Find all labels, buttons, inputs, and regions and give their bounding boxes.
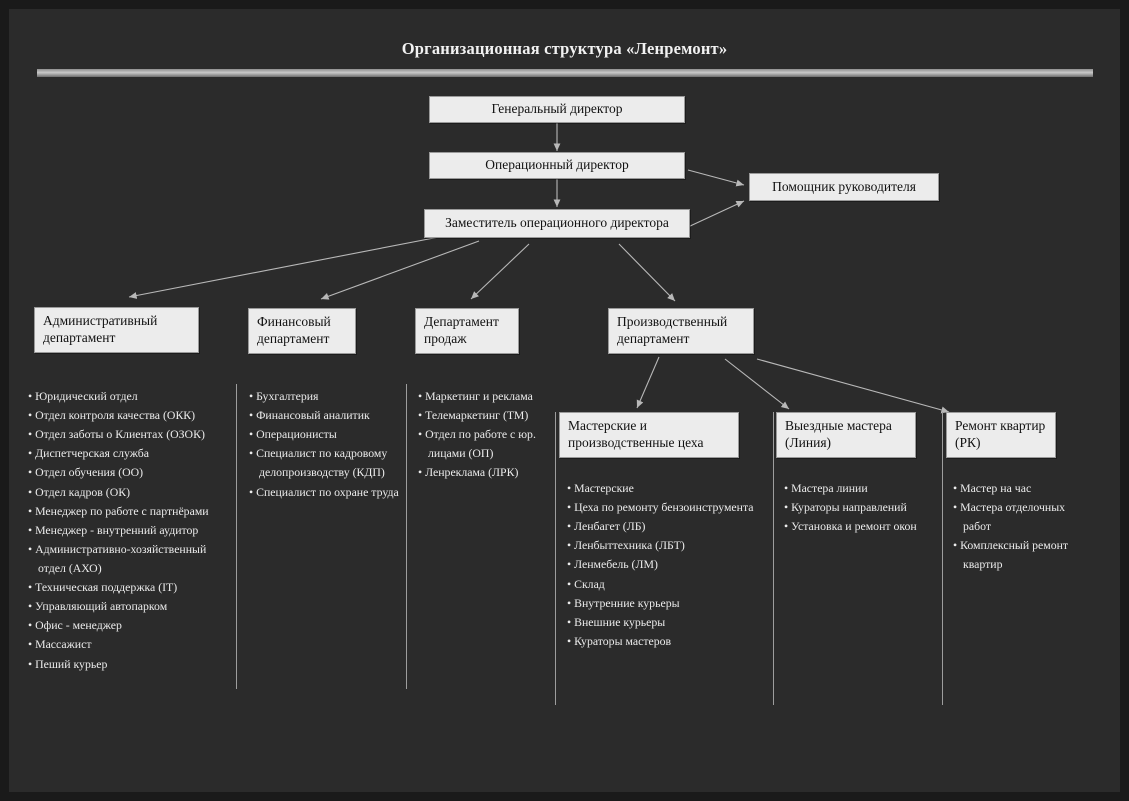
node-production-dept-label: Производственный департамент [617, 314, 728, 346]
list-item: • Мастера линии [784, 481, 868, 495]
list-item: • Юридический отдел [28, 389, 138, 403]
finance-list [249, 387, 399, 502]
list-item: • Техническая поддержка (IT) [28, 580, 178, 595]
node-field-masters[interactable] [776, 412, 916, 458]
node-deputy-operations-director-label: Заместитель операционного директора [445, 215, 669, 231]
node-finance-dept-label: Финансовый департамент [257, 314, 331, 346]
apartment-repair-list [953, 479, 1083, 575]
divider-admin [236, 384, 237, 689]
node-operations-director-label: Операционный директор [485, 157, 629, 173]
list-item: • Установка и ремонт окон [784, 519, 917, 534]
list-item: • Внутренние курьеры [567, 595, 680, 610]
list-item: • Кураторы мастеров [567, 633, 672, 648]
list-item: • Отдел обучения (ОО) [28, 465, 144, 480]
node-sales-dept[interactable] [415, 308, 519, 354]
list-item: • Склад [567, 576, 605, 591]
list-item: • Менеджер по работе с партнёрами [28, 503, 209, 518]
node-production-dept[interactable] [608, 308, 754, 354]
node-deputy-operations-director[interactable] [424, 209, 690, 238]
list-item: • Мастер на час [953, 481, 1032, 495]
node-admin-dept-label: Административный департамент [43, 313, 158, 345]
list-item: • Ленбыттехника (ЛБТ) [567, 538, 685, 553]
list-item: • Отдел кадров (ОК) [28, 484, 131, 499]
list-item: • Массажист [28, 637, 92, 652]
list-item: • Специалист по охране труда [249, 484, 399, 499]
node-sales-dept-label: Департамент продаж [424, 314, 499, 346]
list-item: • Кураторы направлений [784, 500, 907, 515]
list-item: • Телемаркетинг (ТМ) [418, 408, 529, 423]
divider-workshops [773, 412, 774, 705]
node-admin-dept[interactable] [34, 307, 199, 353]
list-item: • Внешние курьеры [567, 614, 666, 629]
list-item: • Ленбагет (ЛБ) [567, 519, 646, 534]
list-item: • Мастерские [567, 481, 634, 495]
sales-list [418, 387, 546, 483]
workshops-list [567, 479, 767, 651]
list-item: • Офис - менеджер [28, 618, 122, 633]
list-item: • Операционисты [249, 427, 337, 442]
list-item: • Ленмебель (ЛМ) [567, 557, 658, 572]
list-item: • Специалист по кадровому делопроизводству (КДП) [249, 446, 388, 480]
list-item: • Административно-хозяйственный отдел (АХО) [28, 541, 207, 575]
node-finance-dept[interactable] [248, 308, 356, 354]
divider-sales [555, 412, 556, 705]
node-assistant[interactable] [749, 173, 939, 201]
list-item: • Финансовый аналитик [249, 408, 370, 423]
page-title: Организационная структура «Ленремонт» [401, 39, 728, 58]
node-workshops-label: Мастерские и производственные цеха [568, 418, 704, 450]
node-field-masters-label: Выездные мастера (Линия) [785, 418, 892, 450]
node-operations-director[interactable] [429, 152, 685, 179]
divider-field-masters [942, 412, 943, 705]
list-item: • Отдел контроля качества (ОКК) [28, 408, 196, 423]
list-item: • Менеджер - внутренний аудитор [28, 522, 199, 537]
field-masters-list [784, 479, 934, 536]
list-item: • Пеший курьер [28, 656, 108, 671]
node-ceo-label: Генеральный директор [491, 101, 623, 117]
list-item: • Мастера отделочных работ [953, 500, 1066, 534]
diagram-canvas [9, 9, 1120, 792]
admin-list [28, 387, 233, 674]
list-item: • Диспетчерская служба [28, 446, 149, 461]
list-item: • Ленреклама (ЛРК) [418, 465, 519, 480]
list-item: • Комплексный ремонт квартир [953, 538, 1069, 572]
list-item: • Отдел по работе с юр. лицами (ОП) [418, 427, 536, 461]
node-assistant-label: Помощник руководителя [772, 178, 916, 194]
node-apartment-repair[interactable] [946, 412, 1056, 458]
node-workshops[interactable] [559, 412, 739, 458]
node-ceo[interactable] [429, 96, 685, 123]
list-item: • Управляющий автопарком [28, 599, 168, 614]
title-divider [37, 69, 1093, 77]
list-item: • Маркетинг и реклама [418, 389, 533, 403]
list-item: • Цеха по ремонту бензоинструмента [567, 500, 754, 515]
divider-finance [406, 384, 407, 689]
list-item: • Бухгалтерия [249, 389, 319, 403]
node-apartment-repair-label: Ремонт квартир (РК) [955, 418, 1046, 450]
list-item: • Отдел заботы о Клиентах (ОЗОК) [28, 427, 205, 442]
